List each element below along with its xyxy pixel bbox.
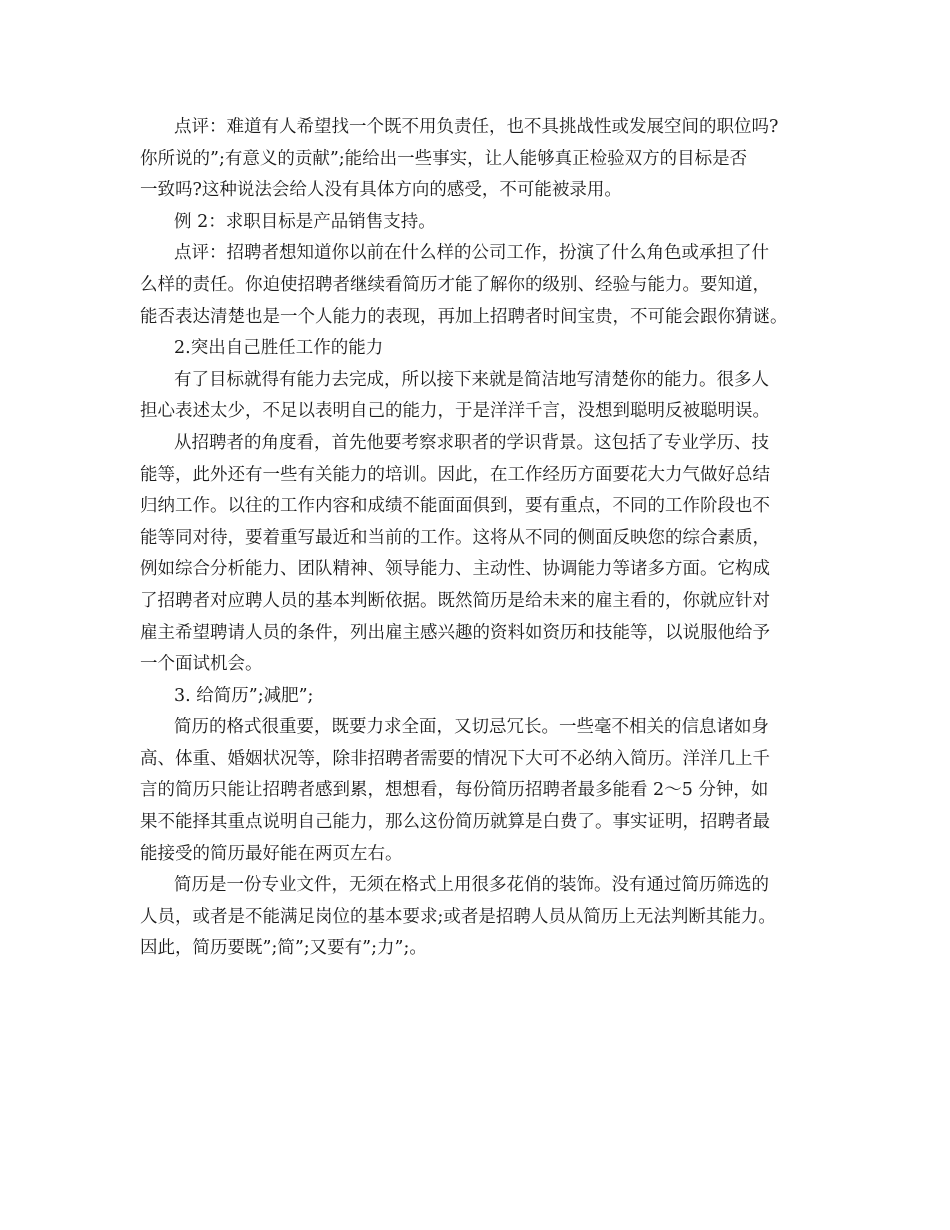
text-line: 点评：难道有人希望找一个既不用负责任，也不具挑战性或发展空间的职位吗? (174, 117, 779, 137)
text-line: 了招聘者对应聘人员的基本判断依据。既然简历是给未来的雇主看的，你就应针对 (140, 590, 770, 611)
paragraph (140, 681, 820, 713)
text-line: 简历是一份专业文件，无须在格式上用很多花俏的装饰。没有通过简历筛选的 (174, 875, 769, 896)
text-line: 人员，或者是不能满足岗位的基本要求;或者是招聘人员从简历上无法判断其能力。 (140, 906, 776, 927)
text-line: 高、体重、婚姻状况等，除非招聘者需要的情况下大可不必纳入简历。洋洋几上千 (140, 748, 770, 769)
paragraph (140, 870, 820, 965)
text-line: 能等同对待，要着重写最近和当前的工作。这将从不同的侧面反映您的综合素质， (140, 527, 770, 548)
text-line: 2.突出自己胜任工作的能力 (174, 338, 384, 359)
text-line: 一个面试机会。 (140, 654, 263, 675)
text-line: 雇主希望聘请人员的条件，列出雇主感兴趣的资料如资历和技能等，以说服他给予 (140, 622, 770, 643)
text-line: 能接受的简历最好能在两页左右。 (140, 843, 403, 864)
text-line: 归纳工作。以往的工作内容和成绩不能面面俱到，要有重点，不同的工作阶段也不 (140, 496, 770, 517)
text-line: 言的简历只能让招聘者感到累，想想看，每份简历招聘者最多能看 2～5 分钟，如 (140, 780, 769, 801)
text-line: 从招聘者的角度看，首先他要考察求职者的学识背景。这包括了专业学历、技 (174, 432, 769, 453)
paragraph (140, 112, 820, 207)
text-line: 你所说的”;有意义的贡献”;能给出一些事实，让人能够真正检验双方的目标是否 (140, 148, 748, 169)
paragraph (140, 207, 820, 239)
text-line: 例如综合分析能力、团队精神、领导能力、主动性、协调能力等诸多方面。它构成 (140, 559, 770, 580)
text-line: 么样的责任。你迫使招聘者继续看简历才能了解你的级别、经验与能力。要知道， (140, 274, 770, 295)
paragraph (140, 365, 820, 428)
paragraph (140, 712, 820, 870)
text-line: 因此，简历要既”;简”;又要有”;力”;。 (140, 938, 427, 959)
text-line: 3. 给简历”;减肥”; (174, 685, 314, 706)
paragraph (140, 428, 820, 681)
document-body (140, 112, 820, 965)
text-line: 例 2：求职目标是产品销售支持。 (174, 211, 436, 232)
text-line: 能等，此外还有一些有关能力的培训。因此，在工作经历方面要花大力气做好总结 (140, 464, 770, 485)
paragraph (140, 333, 820, 365)
text-line: 点评：招聘者想知道你以前在什么样的公司工作，扮演了什么角色或承担了什 (174, 243, 769, 264)
paragraph (140, 238, 820, 333)
text-line: 担心表述太少，不足以表明自己的能力，于是洋洋千言，没想到聪明反被聪明误。 (140, 401, 770, 422)
text-line: 有了目标就得有能力去完成，所以接下来就是简洁地写清楚你的能力。很多人 (174, 369, 769, 390)
text-line: 果不能择其重点说明自己能力，那么这份简历就算是白费了。事实证明，招聘者最 (140, 812, 770, 833)
text-line: 简历的格式很重要，既要力求全面，又切忌冗长。一些毫不相关的信息诸如身 (174, 717, 769, 738)
text-line: 一致吗?这种说法会给人没有具体方向的感受，不可能被录用。 (140, 180, 622, 201)
text-line: 能否表达清楚也是一个人能力的表现，再加上招聘者时间宝贵，不可能会跟你猜谜。 (140, 306, 788, 327)
